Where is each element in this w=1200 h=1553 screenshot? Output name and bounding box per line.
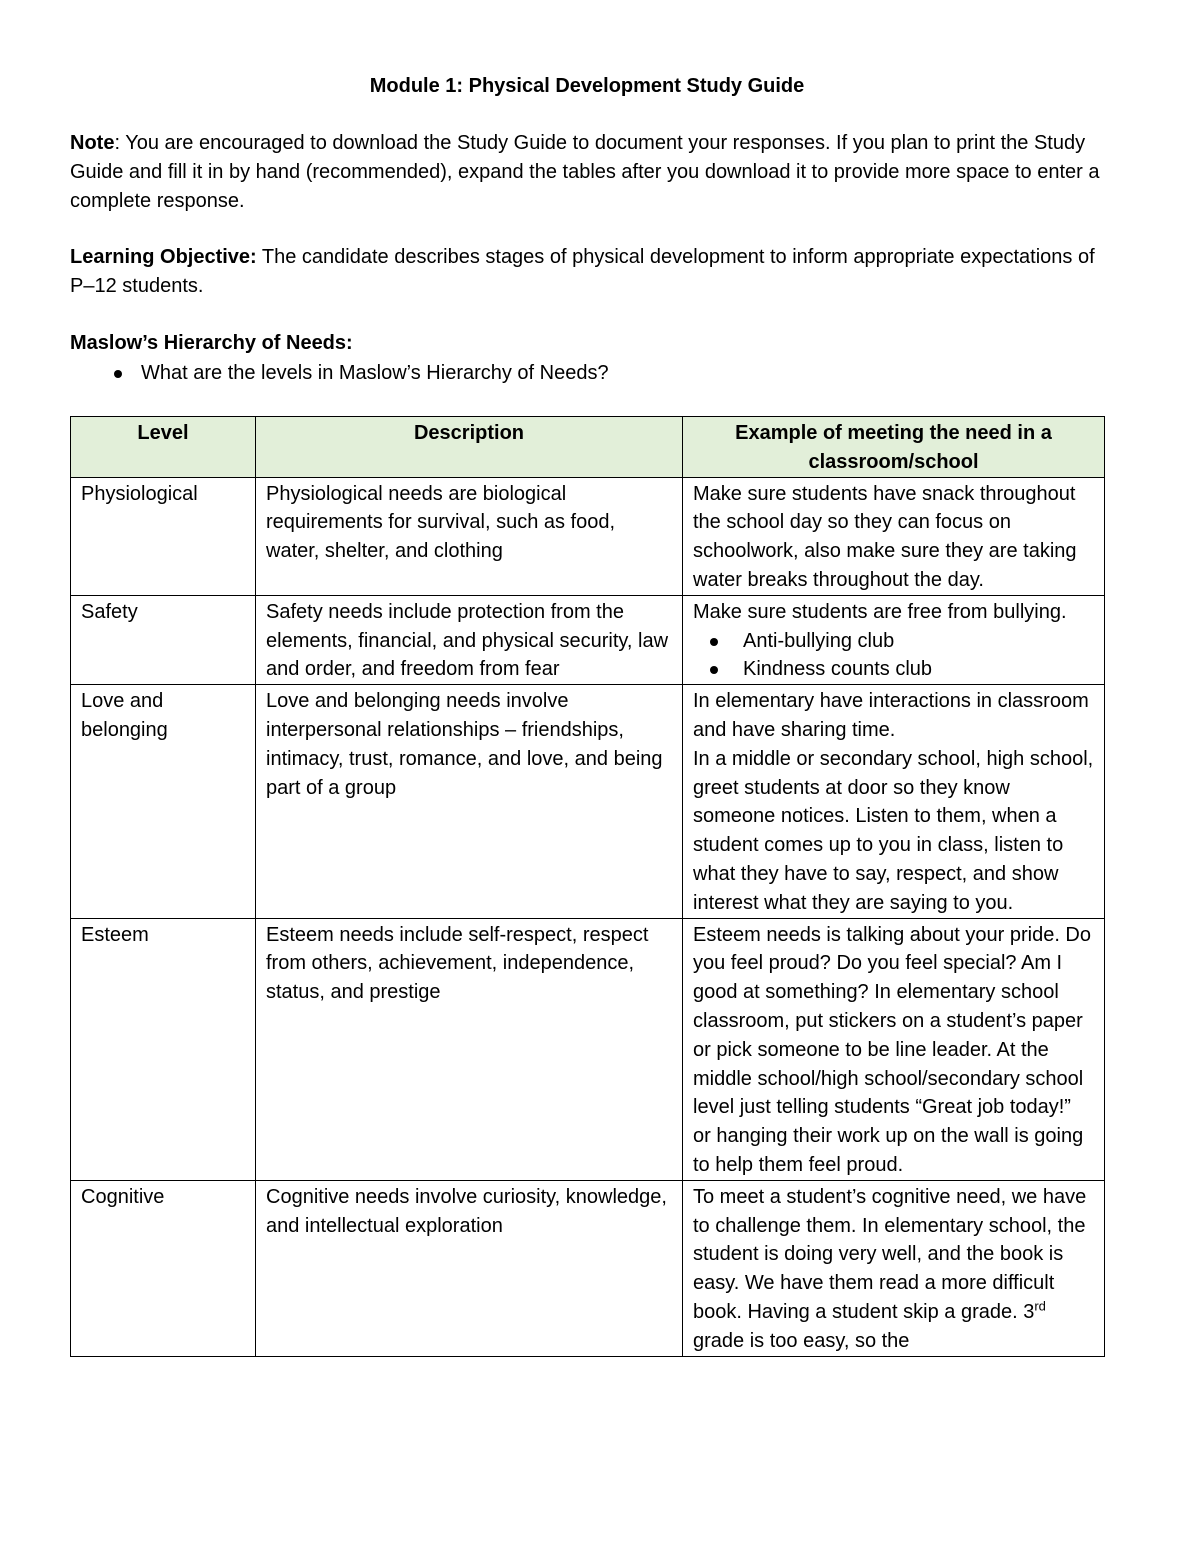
cell-description: Safety needs include protection from the elements, financial, and physical security, law and order, and freedom from fear	[256, 595, 683, 684]
note-text: : You are encouraged to download the Study Guide to document your responses. If you plan to print the Study Guide and fill it in by hand (recommended), expand the tables after you download it to provide more space to enter a complete response.	[70, 132, 1100, 212]
note-label: Note	[70, 132, 115, 154]
cell-example	[683, 595, 1105, 684]
table-row	[71, 595, 1105, 684]
bullet-icon	[114, 370, 122, 378]
cell-description: Cognitive needs involve curiosity, knowledge, and intellectual exploration	[256, 1180, 683, 1356]
cell-example-text: Make sure students are free from bullying.	[693, 600, 1067, 623]
cell-example-text: In a middle or secondary school, high school, greet students at door so they know someone notices. Listen to them, when a student comes up to you in class, listen to what they have to say, respect, and show interest what they are saying to you.	[693, 747, 1094, 914]
cell-description: Love and belonging needs involve interpersonal relationships – friendships, intimacy, trust, romance, and love, and being part of a group	[256, 685, 683, 918]
cell-level: Esteem	[71, 918, 256, 1180]
learning-objective-paragraph	[70, 243, 1110, 301]
maslow-table	[70, 416, 1105, 1357]
header-level: Level	[71, 417, 256, 478]
cell-level: Physiological	[71, 477, 256, 595]
cell-example-text: grade is too easy, so the	[693, 1329, 910, 1352]
cell-example: Make sure students have snack throughout the school day so they can focus on schoolwork, also make sure they are taking water breaks throughout the day.	[683, 477, 1105, 595]
section-heading: Maslow’s Hierarchy of Needs:	[70, 332, 353, 354]
cell-level: Love and belonging	[71, 685, 256, 918]
cell-example	[683, 1180, 1105, 1356]
ordinal-suffix: rd	[1034, 1298, 1046, 1314]
cell-example	[683, 685, 1105, 918]
cell-example-text: To meet a student’s cognitive need, we have to challenge them. In elementary school, the student is doing very well, and the book is easy. We have them read a more difficult book. Having a student skip a grade. 3	[693, 1185, 1087, 1323]
cell-example: Esteem needs is talking about your pride. Do you feel proud? Do you feel special? Am I good at something? In elementary school classroom, put stickers on a student’s paper or pick someone to be line leader. At the middle school/high school/secondary school level just telling students “Great job today!” or hanging their work up on the wall is going to help them feel proud.	[683, 918, 1105, 1180]
cell-example-text: In elementary have interactions in classroom and have sharing time.	[693, 690, 1089, 741]
header-description: Description	[256, 417, 683, 478]
header-example: Example of meeting the need in a classroom/school	[683, 417, 1105, 478]
list-item: Anti-bullying club	[743, 627, 1094, 656]
table-row	[71, 918, 1105, 1180]
learning-objective-label: Learning Objective:	[70, 246, 257, 268]
table-row	[71, 685, 1105, 918]
cell-description: Physiological needs are biological requirements for survival, such as food, water, shelter, and clothing	[256, 477, 683, 595]
cell-description: Esteem needs include self-respect, respect from others, achievement, independence, status, and prestige	[256, 918, 683, 1180]
list-item: Kindness counts club	[743, 655, 1094, 684]
table-header-row	[71, 417, 1105, 478]
cell-level: Safety	[71, 595, 256, 684]
example-bullet-list	[693, 627, 1094, 685]
question-text: What are the levels in Maslow’s Hierarchy of Needs?	[141, 362, 609, 384]
learning-objective-text: The candidate describes stages of physical development to inform appropriate expectations of P–12 students.	[70, 246, 1095, 297]
page-title: Module 1: Physical Development Study Guide	[369, 75, 805, 97]
cell-level: Cognitive	[71, 1180, 256, 1356]
table-row	[71, 477, 1105, 595]
table-row	[71, 1180, 1105, 1356]
note-paragraph	[70, 129, 1110, 216]
